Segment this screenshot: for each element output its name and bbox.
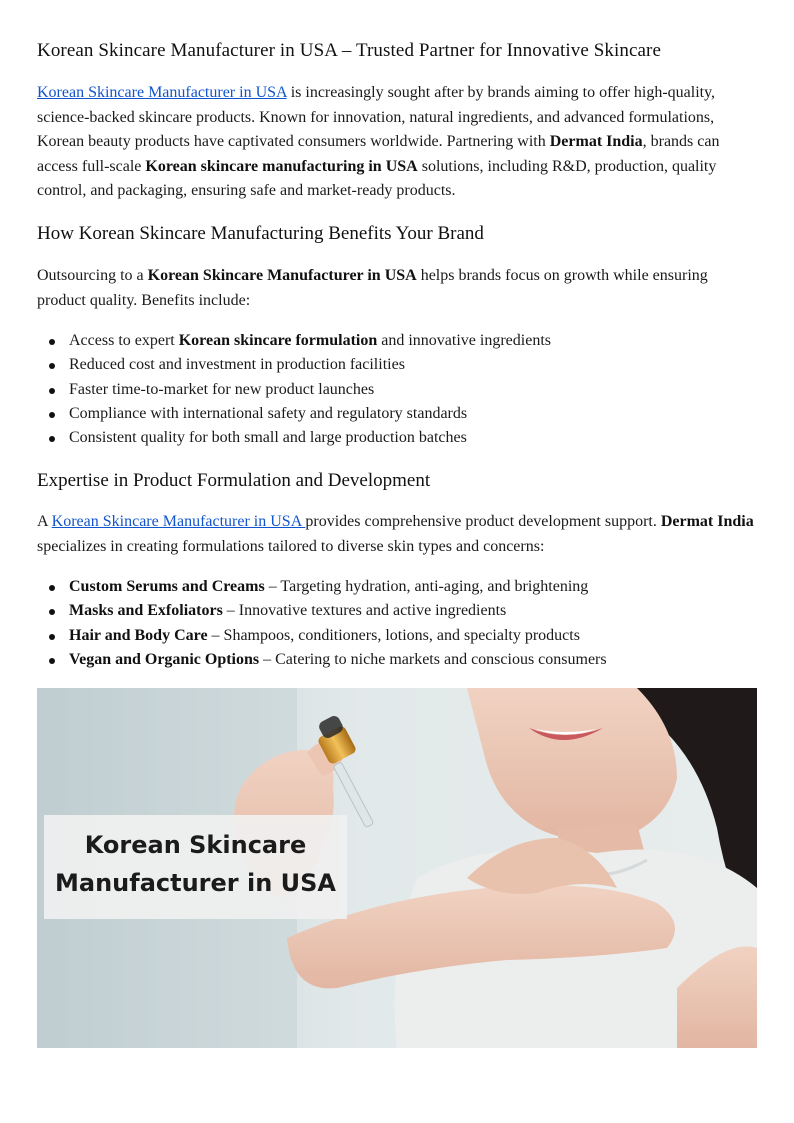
list-item: Hair and Body Care – Shampoos, conditioners, lotions, and specialty products xyxy=(37,624,757,648)
list-item: Faster time-to-market for new product launches xyxy=(37,378,757,402)
intro-link[interactable]: Korean Skincare Manufacturer in USA xyxy=(37,84,287,101)
list-item: Access to expert Korean skincare formulation and innovative ingredients xyxy=(37,329,757,353)
list-item: Compliance with international safety and regulatory standards xyxy=(37,402,757,426)
image-caption-line2: Manufacturer in USA xyxy=(55,869,336,897)
intro-paragraph: Korean Skincare Manufacturer in USA is increasingly sought after by brands aiming to offer high-quality, science-backed skincare products. Known for innovation, natural ingredients, and advanced formulations, Korean beauty products have captivated consumers worldwide. Partnering with Dermat India, brands can access full-scale Korean skincare manufacturing in USA solutions, including R&D, production, quality control, and packaging, ensuring safe and market-ready products. xyxy=(37,84,720,199)
expertise-heading: Expertise in Product Formulation and Development xyxy=(37,470,431,491)
benefits-heading: How Korean Skincare Manufacturing Benefits Your Brand xyxy=(37,223,484,244)
image-caption-box xyxy=(44,815,347,919)
list-item: Reduced cost and investment in production facilities xyxy=(37,353,757,377)
benefits-paragraph: Outsourcing to a Korean Skincare Manufacturer in USA helps brands focus on growth while ensuring product quality. Benefits include: xyxy=(37,267,708,309)
list-item: Vegan and Organic Options – Catering to niche markets and conscious consumers xyxy=(37,648,757,672)
page-title: Korean Skincare Manufacturer in USA – Trusted Partner for Innovative Skincare xyxy=(37,40,661,61)
list-item: Custom Serums and Creams – Targeting hydration, anti-aging, and brightening xyxy=(37,575,757,599)
expertise-list xyxy=(37,575,757,672)
hero-image xyxy=(37,688,757,1048)
benefits-list xyxy=(37,329,757,450)
expertise-link[interactable]: Korean Skincare Manufacturer in USA xyxy=(51,513,306,530)
image-caption-line1: Korean Skincare xyxy=(84,831,307,859)
list-item: Masks and Exfoliators – Innovative textures and active ingredients xyxy=(37,599,757,623)
list-item: Consistent quality for both small and large production batches xyxy=(37,426,757,450)
expertise-paragraph: A Korean Skincare Manufacturer in USA provides comprehensive product development support. Dermat India specializes in creating formulations tailored to diverse skin types and concerns: xyxy=(37,513,754,555)
